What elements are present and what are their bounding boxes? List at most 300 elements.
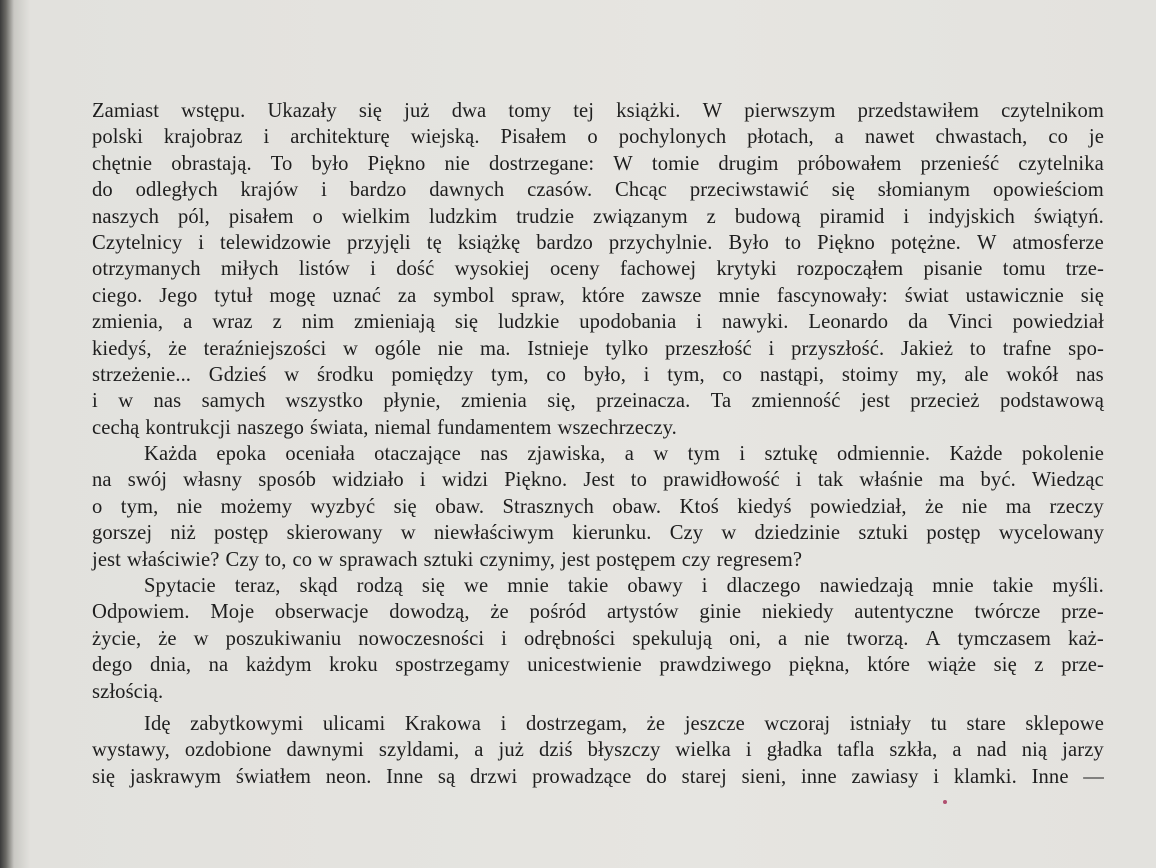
text-line (92, 177, 1104, 203)
word: nawiedzają (819, 575, 914, 598)
word: listów (298, 258, 350, 281)
word: przychylnie. (608, 231, 713, 254)
word: Chcąc (615, 179, 667, 202)
word: własny (183, 469, 243, 492)
word: odmiennie. (837, 443, 931, 466)
word: budową (734, 205, 801, 228)
word: nią (1021, 739, 1048, 762)
word: dziedzinie (754, 522, 841, 545)
word: tafla (837, 739, 875, 762)
word: tomu (1002, 258, 1046, 281)
word: przeciwstawić (689, 179, 809, 202)
word: i (643, 363, 650, 386)
text-line (92, 711, 1104, 737)
word: było, (583, 363, 626, 386)
word: było (311, 152, 349, 175)
word: Czytelnicy (92, 231, 183, 254)
word: dego (92, 654, 133, 677)
word: odległych (135, 179, 218, 202)
word: zmienia, (92, 311, 164, 334)
word: mnie (507, 575, 549, 598)
word: o (92, 495, 103, 518)
word: każdym (245, 654, 312, 677)
word: związanym (593, 205, 688, 228)
word: dwa (451, 100, 487, 122)
word: nie (961, 495, 988, 518)
word: że (158, 627, 177, 650)
word: kiedyś (737, 495, 792, 518)
word: Pisałem (500, 126, 567, 149)
word: Odpowiem. (92, 601, 190, 624)
word: tworzą. (846, 627, 909, 650)
text-line (92, 309, 1104, 335)
word: architekturę (290, 126, 390, 149)
word: wiąże (927, 654, 977, 677)
word: tytuł (214, 284, 253, 307)
word: i (263, 126, 270, 149)
word: świata, (310, 416, 369, 439)
word: które (867, 654, 911, 677)
word: życie, (92, 627, 142, 650)
word: zmienia (461, 390, 527, 413)
word: widzi (441, 469, 489, 492)
word: się (831, 179, 855, 202)
word: strzeżenie... (92, 363, 192, 386)
word: się (993, 654, 1017, 677)
text-line (92, 362, 1104, 388)
word: i (933, 765, 940, 788)
word: oni, (729, 627, 761, 650)
word: świat (904, 284, 949, 307)
word: istniały (849, 712, 912, 735)
word: nas (1076, 363, 1104, 386)
word: i (745, 739, 752, 762)
text-line (92, 151, 1104, 177)
word: Piękno (817, 231, 875, 254)
word: ma (939, 469, 965, 492)
word: płynie, (383, 390, 441, 413)
word: nad (976, 739, 1007, 762)
word: To (270, 152, 293, 175)
word: jeszcze (684, 712, 745, 735)
word: w (118, 390, 134, 413)
word: a (183, 311, 193, 334)
word: wszechrzeczy. (557, 416, 677, 439)
word: słomianym (877, 179, 971, 202)
word: pól, (177, 205, 210, 228)
word: powiedział, (810, 495, 907, 518)
word: co (1048, 126, 1068, 149)
word: unicestwienie (527, 654, 642, 677)
word: Ukazały (267, 100, 337, 122)
word: Piękno (367, 152, 426, 175)
word: to (969, 337, 987, 360)
word: sklepowe (1025, 712, 1104, 735)
word: postęp (926, 522, 981, 545)
word: otaczające (374, 443, 461, 466)
text-line (92, 652, 1104, 678)
word: my, (916, 363, 947, 386)
word: a (834, 126, 844, 149)
word: wczoraj (764, 712, 831, 735)
word: o (587, 126, 598, 149)
word: wysokiej (454, 258, 530, 281)
word: je (1088, 126, 1104, 149)
word: pokolenie (1021, 443, 1104, 466)
text-line (92, 124, 1104, 150)
word: próbowałem (797, 152, 902, 175)
text-line (92, 764, 1104, 790)
word: to (630, 469, 647, 492)
word: epoka (216, 443, 267, 466)
word: samych (201, 390, 266, 413)
word: i (696, 311, 703, 334)
word: bardzo (536, 231, 593, 254)
word: już (404, 100, 430, 122)
word: prowadzące (532, 765, 632, 788)
word: pisałem (228, 205, 294, 228)
word: książkę (457, 231, 521, 254)
word: wyzbyć (310, 495, 376, 518)
word: szkła, (889, 739, 938, 762)
word: tym, (667, 363, 705, 386)
word: i (739, 443, 746, 466)
word: nie (437, 337, 464, 360)
word: naszych (92, 205, 160, 228)
word: i (321, 179, 327, 202)
word: że (925, 495, 944, 518)
word: gładka (766, 739, 823, 762)
word: jest (860, 390, 890, 413)
word: właściwie? (127, 548, 220, 571)
word: tomie (651, 152, 700, 175)
word: tę (426, 231, 442, 254)
word: nawyki. (722, 311, 789, 334)
word: w (284, 363, 300, 386)
word: w (653, 443, 669, 466)
word: inne (800, 765, 837, 788)
word: ozdobione (184, 739, 272, 762)
text-line (92, 737, 1104, 763)
word: artystów (606, 601, 679, 624)
word: sztuki (423, 548, 474, 571)
word: światłem (235, 765, 312, 788)
word: niż (170, 522, 196, 545)
word: chętnie (92, 152, 153, 175)
word: spostrzegamy (395, 654, 510, 677)
word: na (92, 469, 112, 492)
word: powiedział (1012, 311, 1104, 334)
word: neon. (325, 765, 372, 788)
word: kroku (329, 654, 378, 677)
word: środku (316, 363, 374, 386)
word: Idę (144, 712, 171, 735)
word: regresem? (716, 548, 803, 571)
word: są (437, 765, 456, 788)
word: sztuki (858, 522, 909, 545)
word: do (92, 179, 113, 202)
word: ludzkie (498, 311, 560, 334)
word: wokół (1006, 363, 1059, 386)
word: Spytacie (144, 575, 216, 598)
word: jest (560, 548, 590, 571)
word: tym, (491, 363, 529, 386)
word: książki. (616, 100, 681, 122)
word: naszego (237, 416, 305, 439)
word: takie (567, 575, 609, 598)
word: kiedyś, (92, 337, 152, 360)
word: pochylonych (618, 126, 727, 149)
word: Każda (144, 443, 198, 466)
text-line (92, 204, 1104, 230)
word: opowieściom (992, 179, 1104, 202)
word: a (474, 739, 484, 762)
word: a (624, 443, 634, 466)
word: pomiędzy (391, 363, 474, 386)
word: przecież (910, 390, 980, 413)
word: ogóle (374, 337, 422, 360)
word: Ktoś (679, 495, 719, 518)
text-line (92, 283, 1104, 309)
word: dawnych (429, 179, 505, 202)
word: dlaczego (726, 575, 801, 598)
word: cechą (92, 416, 140, 439)
word: zawsze (641, 284, 702, 307)
word: krytyki (716, 258, 777, 281)
word: skierowany (286, 522, 383, 545)
word: wszystko (285, 390, 363, 413)
word: czasów. (527, 179, 593, 202)
paragraph (92, 573, 1104, 705)
word: kontrukcji (145, 416, 232, 439)
word: zabytkowymi (190, 712, 304, 735)
word: czy (681, 548, 711, 571)
word: atmosferze (1012, 231, 1104, 254)
word: jest (92, 548, 121, 571)
book-page-text (92, 98, 1104, 790)
word: klamki. (953, 765, 1017, 788)
word: się (92, 765, 116, 788)
text-line (92, 441, 1104, 467)
word: się (421, 575, 446, 598)
text-line (92, 388, 1104, 414)
word: Jakież (901, 337, 954, 360)
word: ludzkim (429, 205, 498, 228)
word: i (419, 469, 426, 492)
word: wystawy, (92, 739, 170, 762)
word: się (358, 100, 383, 122)
word: a (777, 627, 788, 650)
word: oceniała (285, 443, 355, 466)
word: wielkim (341, 205, 411, 228)
word: stoimy (841, 363, 899, 386)
word: czynimy, (479, 548, 555, 571)
word: i (701, 575, 708, 598)
text-line (92, 415, 1104, 441)
word: z (1034, 654, 1044, 677)
word: nim (301, 311, 335, 334)
word: spekulują (632, 627, 713, 650)
word: w (318, 548, 334, 571)
word: pierwszym (744, 100, 836, 122)
word: które (581, 284, 625, 307)
word: niekiedy (761, 601, 834, 624)
word: indyjskich (928, 205, 1015, 228)
word: teraźniejszości (203, 337, 327, 360)
text-line (92, 573, 1104, 599)
word: o (312, 205, 323, 228)
word: fachowej (619, 258, 697, 281)
word: — (1083, 765, 1104, 788)
ink-speck (943, 800, 947, 804)
word: Moje (210, 601, 255, 624)
word: postęp (214, 522, 269, 545)
word: obaw. (435, 495, 485, 518)
word: ginie (699, 601, 742, 624)
word: W (613, 152, 633, 175)
word: ulicami (322, 712, 386, 735)
word: przenieść (920, 152, 1000, 175)
word: i (903, 205, 910, 228)
word: Jest (583, 469, 615, 492)
word: A (925, 627, 941, 650)
word: rozpocząłem (796, 258, 904, 281)
word: swój (127, 469, 168, 492)
word: tymczasem (957, 627, 1052, 650)
word: sztukę (764, 443, 818, 466)
word: zjawiska, (527, 443, 606, 466)
word: takie (992, 575, 1034, 598)
word: z (272, 311, 282, 334)
word: w (193, 627, 209, 650)
paragraph (92, 98, 1104, 441)
word: spraw, (511, 284, 565, 307)
word: co (722, 363, 743, 386)
word: dostrzegane: (488, 152, 595, 175)
word: do (646, 765, 667, 788)
word: piramid (819, 205, 885, 228)
word: nastąpi, (759, 363, 825, 386)
word: drugim (718, 152, 779, 175)
word: Inne (386, 765, 424, 788)
word: skąd (299, 575, 338, 598)
text-line (92, 230, 1104, 256)
word: rzeczy (1049, 495, 1104, 518)
word: sprawach (339, 548, 418, 571)
word: spo- (1068, 337, 1104, 360)
word: przedstawiłem (857, 100, 979, 122)
word: Inne (1031, 765, 1069, 788)
word: wraz (212, 311, 253, 334)
word: obaw. (612, 495, 662, 518)
word: nawet (864, 126, 915, 149)
word: płotach, (747, 126, 814, 149)
word: pisanie (923, 258, 983, 281)
text-line (92, 599, 1104, 625)
word: Krakowa (404, 712, 482, 735)
word: potężne. (890, 231, 961, 254)
word: w (400, 522, 416, 545)
word: starej (681, 765, 727, 788)
word: Jego (159, 284, 198, 307)
word: prze- (1061, 601, 1104, 624)
word: tym, (120, 495, 159, 518)
word: chwastach, (935, 126, 1028, 149)
word: jaskrawym (129, 765, 222, 788)
word: tak (817, 469, 844, 492)
word: dostrzegam, (525, 712, 628, 735)
word: Zamiast (92, 100, 160, 122)
word: uznać (332, 284, 381, 307)
word: trudzie (516, 205, 575, 228)
word: otrzymanych (92, 258, 201, 281)
word: czytelnika (1018, 152, 1104, 175)
word: ma (1005, 495, 1032, 518)
paragraph (92, 441, 1104, 573)
word: Wiedząc (1031, 469, 1104, 492)
word: świątyń. (1033, 205, 1104, 228)
word: ciego. (92, 284, 143, 307)
word: a (952, 739, 962, 762)
word: fascynowały: (776, 284, 888, 307)
word: ale (964, 363, 989, 386)
word: przyszłość. (791, 337, 885, 360)
word: poszukiwaniu (225, 627, 342, 650)
word: podstawową (1000, 390, 1104, 413)
word: z (706, 205, 716, 228)
word: Czy (225, 548, 259, 571)
word: Czy (669, 522, 704, 545)
word: we (464, 575, 489, 598)
word: w (343, 337, 359, 360)
word: autentyczne (854, 601, 954, 624)
word: nie (444, 152, 470, 175)
word: zmieniają (354, 311, 435, 334)
word: szłością. (92, 680, 164, 703)
word: czytelnikom (1001, 100, 1104, 122)
word: dowodzą, (389, 601, 470, 624)
word: wstępu. (181, 100, 246, 122)
word: W (702, 100, 723, 122)
word: stare (966, 712, 1006, 735)
word: Leonardo (808, 311, 889, 334)
word: wycelowany (998, 522, 1104, 545)
word: właśnie (859, 469, 923, 492)
word: telewidzowie (220, 231, 332, 254)
word: się (1080, 284, 1104, 307)
word: Było (728, 231, 769, 254)
word: co (292, 548, 313, 571)
text-line (92, 256, 1104, 282)
word: trze- (1065, 258, 1104, 281)
word: mnie (932, 575, 974, 598)
word: każ- (1068, 627, 1104, 650)
word: na (208, 654, 229, 677)
word: odrębności (523, 627, 616, 650)
word: Strasznych (502, 495, 594, 518)
word: nas (480, 443, 508, 466)
word: się, (547, 390, 576, 413)
word: i (501, 627, 507, 650)
text-line (92, 679, 1104, 705)
word: pośród (529, 601, 587, 624)
word: drzwi (469, 765, 518, 788)
text-line (92, 626, 1104, 652)
word: trafne (1002, 337, 1052, 360)
text-line (92, 467, 1104, 493)
word: tej (573, 100, 595, 122)
word: przeszłość (665, 337, 752, 360)
